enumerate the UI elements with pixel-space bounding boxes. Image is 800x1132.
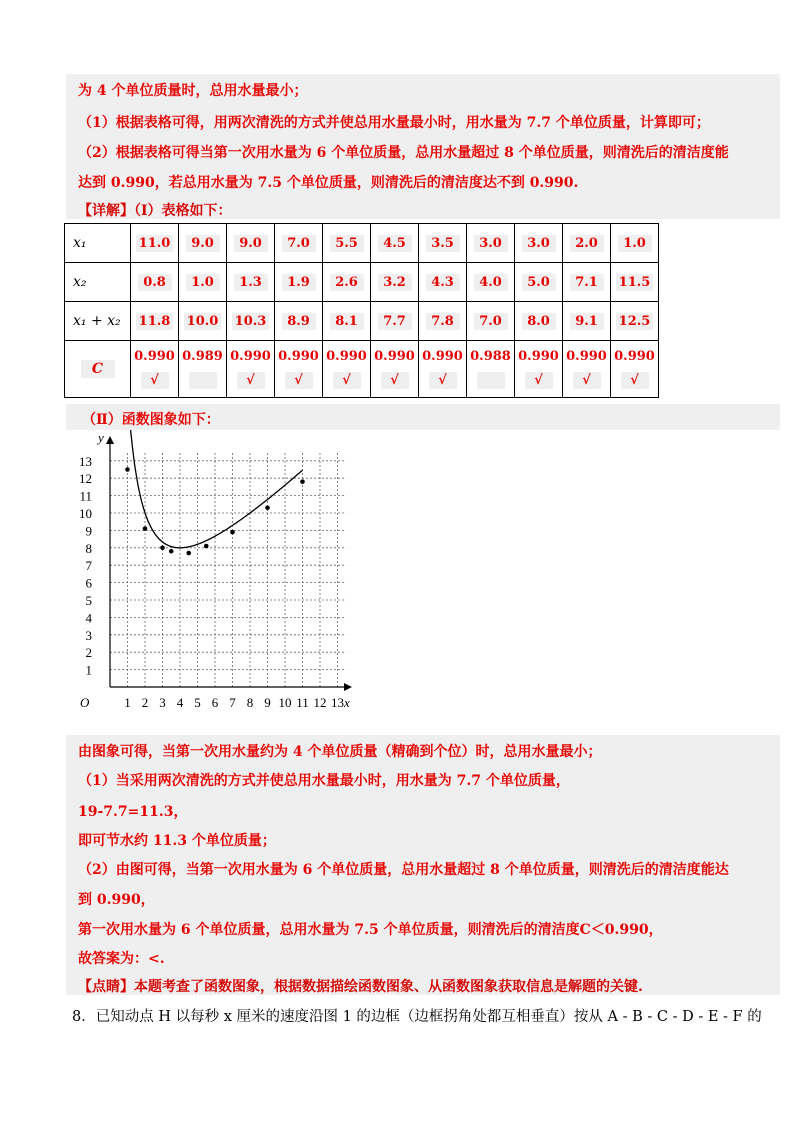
y-tick-label: 4 (85, 610, 92, 626)
check-mark: √ (333, 372, 361, 389)
check-mark: √ (237, 372, 265, 389)
table-cell (179, 302, 227, 341)
data-table (64, 223, 659, 398)
y-tick-label: 5 (85, 593, 92, 608)
row-label-sum: x₁ + x₂ (65, 302, 131, 341)
cell-value: 5.0 (522, 274, 556, 291)
data-point (143, 526, 148, 531)
cell-value: 7.8 (426, 313, 460, 330)
x-tick-label: 4 (176, 695, 184, 710)
cell-value: 12.5 (616, 313, 654, 330)
table-cell (371, 263, 419, 302)
check-mark: √ (141, 372, 169, 389)
y-tick-label: 11 (79, 488, 92, 504)
table-cell (179, 341, 227, 398)
function-graph (66, 430, 356, 712)
table-cell (563, 263, 611, 302)
table-cell (275, 263, 323, 302)
table-cell (419, 302, 467, 341)
y-tick-label: 3 (85, 627, 92, 643)
cell-value: 11.8 (136, 313, 174, 330)
table-cell (275, 341, 323, 398)
cell-value: 7.0 (474, 313, 508, 330)
table-row-x2 (65, 263, 659, 302)
x-tick-label: 5 (194, 695, 201, 710)
table-cell (515, 302, 563, 341)
cell-value: 0.990 (326, 349, 367, 364)
c-label: C (81, 360, 115, 378)
x-tick-label: 2 (141, 695, 149, 710)
x-tick-label: 9 (264, 695, 271, 710)
cell-value: 11.5 (616, 274, 654, 291)
check-mark (189, 372, 217, 389)
table-cell (467, 341, 515, 398)
table-cell (419, 341, 467, 398)
table-cell (515, 263, 563, 302)
cell-value: 0.990 (374, 349, 415, 364)
cell-value: 1.9 (282, 274, 316, 291)
row-label-c (65, 341, 131, 398)
cell-value: 0.990 (134, 349, 175, 364)
cell-value: 7.7 (378, 313, 412, 330)
check-mark (477, 372, 505, 389)
table-cell (227, 224, 275, 263)
check-mark: √ (621, 372, 649, 389)
y-tick-label: 10 (79, 506, 92, 521)
cell-value: 1.0 (618, 235, 652, 252)
text-line-2: （1）根据表格可得，用两次清洗的方式并使总用水量最小时，用水量为 7.7 个单位质量，计算即可； (78, 115, 710, 131)
text-line-12: 故答案为：<. (78, 951, 165, 967)
table-cell (371, 302, 419, 341)
table-cell (275, 224, 323, 263)
table-cell (323, 302, 371, 341)
table-cell (275, 302, 323, 341)
cell-value: 8.0 (522, 313, 556, 330)
table-cell (611, 224, 659, 263)
table-cell (611, 263, 659, 302)
x-tick-label: 6 (211, 695, 219, 710)
check-mark: √ (285, 372, 313, 389)
y-tick-label: 1 (85, 662, 92, 678)
check-mark: √ (573, 372, 601, 389)
table-cell (323, 341, 371, 398)
cell-value: 11.0 (136, 235, 174, 252)
x-tick-label: 10 (278, 695, 292, 710)
table-cell (179, 263, 227, 302)
cell-value: 10.0 (184, 313, 222, 330)
cell-value: 9.0 (234, 235, 268, 252)
table-cell (179, 224, 227, 263)
table-cell (467, 263, 515, 302)
table-row-c (65, 341, 659, 398)
cell-value: 3.0 (474, 235, 508, 252)
cell-value: 2.0 (570, 235, 604, 252)
y-tick-label: 6 (85, 575, 92, 591)
table-cell (419, 224, 467, 263)
x-axis-label: x (344, 695, 350, 710)
text-line-9: （2）由图可得，当第一次用水量为 6 个单位质量，总用水量超过 8 个单位质量，则清洗后的清洁度能达 (78, 862, 729, 878)
table-cell (563, 224, 611, 263)
text-line-7: 19-7.7=11.3， (78, 804, 188, 820)
text-line-6: （1）当采用两次清洗的方式并使总用水量最小时，用水量为 7.7 个单位质量， (78, 773, 570, 789)
cell-value: 4.3 (426, 274, 460, 291)
table-cell (371, 224, 419, 263)
cell-value: 0.989 (182, 349, 223, 364)
table-cell (515, 224, 563, 263)
data-point (300, 479, 305, 484)
table-cell (611, 341, 659, 398)
table-cell (323, 224, 371, 263)
table-cell (419, 263, 467, 302)
cell-value: 10.3 (232, 313, 270, 330)
y-tick-label: 9 (85, 523, 92, 539)
cell-value: 0.990 (422, 349, 463, 364)
check-mark: √ (429, 372, 457, 389)
next-question-text: 8．已知动点 H 以每秒 x 厘米的速度沿图 1 的边框（边框拐角处都互相垂直）按从 A - B - C - D - E - F 的 (72, 1009, 762, 1025)
y-tick-label: 2 (85, 645, 92, 661)
section2-heading: （Ⅱ）函数图象如下： (82, 412, 220, 428)
x-tick-label: 12 (313, 695, 327, 710)
table-row-x1 (65, 224, 659, 263)
origin-label: O (80, 695, 90, 710)
table-cell (515, 341, 563, 398)
y-tick-label: 13 (79, 453, 92, 469)
table-row-sum (65, 302, 659, 341)
table-cell (467, 302, 515, 341)
table-cell (131, 263, 179, 302)
cell-value: 3.2 (378, 274, 412, 291)
cell-value: 5.5 (330, 235, 364, 252)
x-tick-label: 3 (159, 695, 166, 710)
row-label-x1: x₁ (65, 224, 131, 263)
cell-value: 2.6 (330, 274, 364, 291)
y-tick-label: 12 (79, 471, 92, 487)
x-tick-label: 11 (296, 695, 309, 710)
x-tick-label: 8 (246, 695, 254, 710)
data-point (230, 530, 235, 535)
x-tick-label: 7 (229, 695, 236, 710)
cell-value: 0.990 (278, 349, 319, 364)
cell-value: 0.8 (138, 274, 172, 291)
check-mark: √ (525, 372, 553, 389)
cell-value: 0.990 (614, 349, 655, 364)
table-cell (227, 341, 275, 398)
table-cell (227, 302, 275, 341)
cell-value: 3.0 (522, 235, 556, 252)
text-line-11: 第一次用水量为 6 个单位质量，总用水量为 7.5 个单位质量，则清洗后的清洁度C＜0.990， (78, 922, 663, 938)
cell-value: 9.1 (570, 313, 604, 330)
x-tick-label: 13 (331, 695, 344, 710)
text-line-1: 为 4 个单位质量时，总用水量最小； (78, 83, 308, 99)
x-tick-label: 1 (124, 695, 131, 710)
cell-value: 3.5 (426, 235, 460, 252)
cell-value: 0.990 (566, 349, 607, 364)
data-point (125, 467, 130, 472)
text-line-5: 由图象可得，当第一次用水量约为 4 个单位质量（精确到个位）时，总用水量最小； (78, 744, 602, 760)
cell-value: 8.9 (282, 313, 316, 330)
row-label-x2: x₂ (65, 263, 131, 302)
data-point (186, 551, 191, 556)
cell-value: 0.988 (470, 349, 511, 364)
check-mark: √ (381, 372, 409, 389)
y-tick-label: 7 (85, 558, 92, 574)
cell-value: 0.990 (518, 349, 559, 364)
table-cell (611, 302, 659, 341)
table-cell (563, 302, 611, 341)
table-cell (371, 341, 419, 398)
cell-value: 0.990 (230, 349, 271, 364)
cell-value: 1.0 (186, 274, 220, 291)
cell-value: 7.1 (570, 274, 604, 291)
cell-value: 1.3 (234, 274, 268, 291)
cell-value: 4.0 (474, 274, 508, 291)
table-cell (131, 302, 179, 341)
data-point (265, 505, 270, 510)
detail-heading: 【详解】（Ⅰ）表格如下： (78, 203, 232, 219)
text-line-8: 即可节水约 11.3 个单位质量； (78, 833, 276, 849)
text-line-4: 达到 0.990，若总用水量为 7.5 个单位质量，则清洗后的清洁度达不到 0.990. (78, 175, 579, 191)
cell-value: 9.0 (186, 235, 220, 252)
text-line-3: （2）根据表格可得当第一次用水量为 6 个单位质量，总用水量超过 8 个单位质量，则清洗后的清洁度能 (78, 145, 729, 161)
table-cell (467, 224, 515, 263)
table-cell (563, 341, 611, 398)
table-cell (227, 263, 275, 302)
text-line-10: 到 0.990， (78, 892, 155, 908)
data-point (160, 546, 165, 551)
cell-value: 7.0 (282, 235, 316, 252)
table-cell (323, 263, 371, 302)
y-tick-label: 8 (85, 540, 92, 556)
table-cell (131, 341, 179, 398)
cell-value: 8.1 (330, 313, 364, 330)
text-line-13: 【点睛】本题考查了函数图象，根据数据描绘函数图象、从函数图象获取信息是解题的关键. (78, 979, 643, 995)
table-cell (131, 224, 179, 263)
data-point (204, 544, 209, 549)
cell-value: 4.5 (378, 235, 412, 252)
data-point (169, 549, 174, 554)
y-axis-label: y (98, 430, 104, 445)
